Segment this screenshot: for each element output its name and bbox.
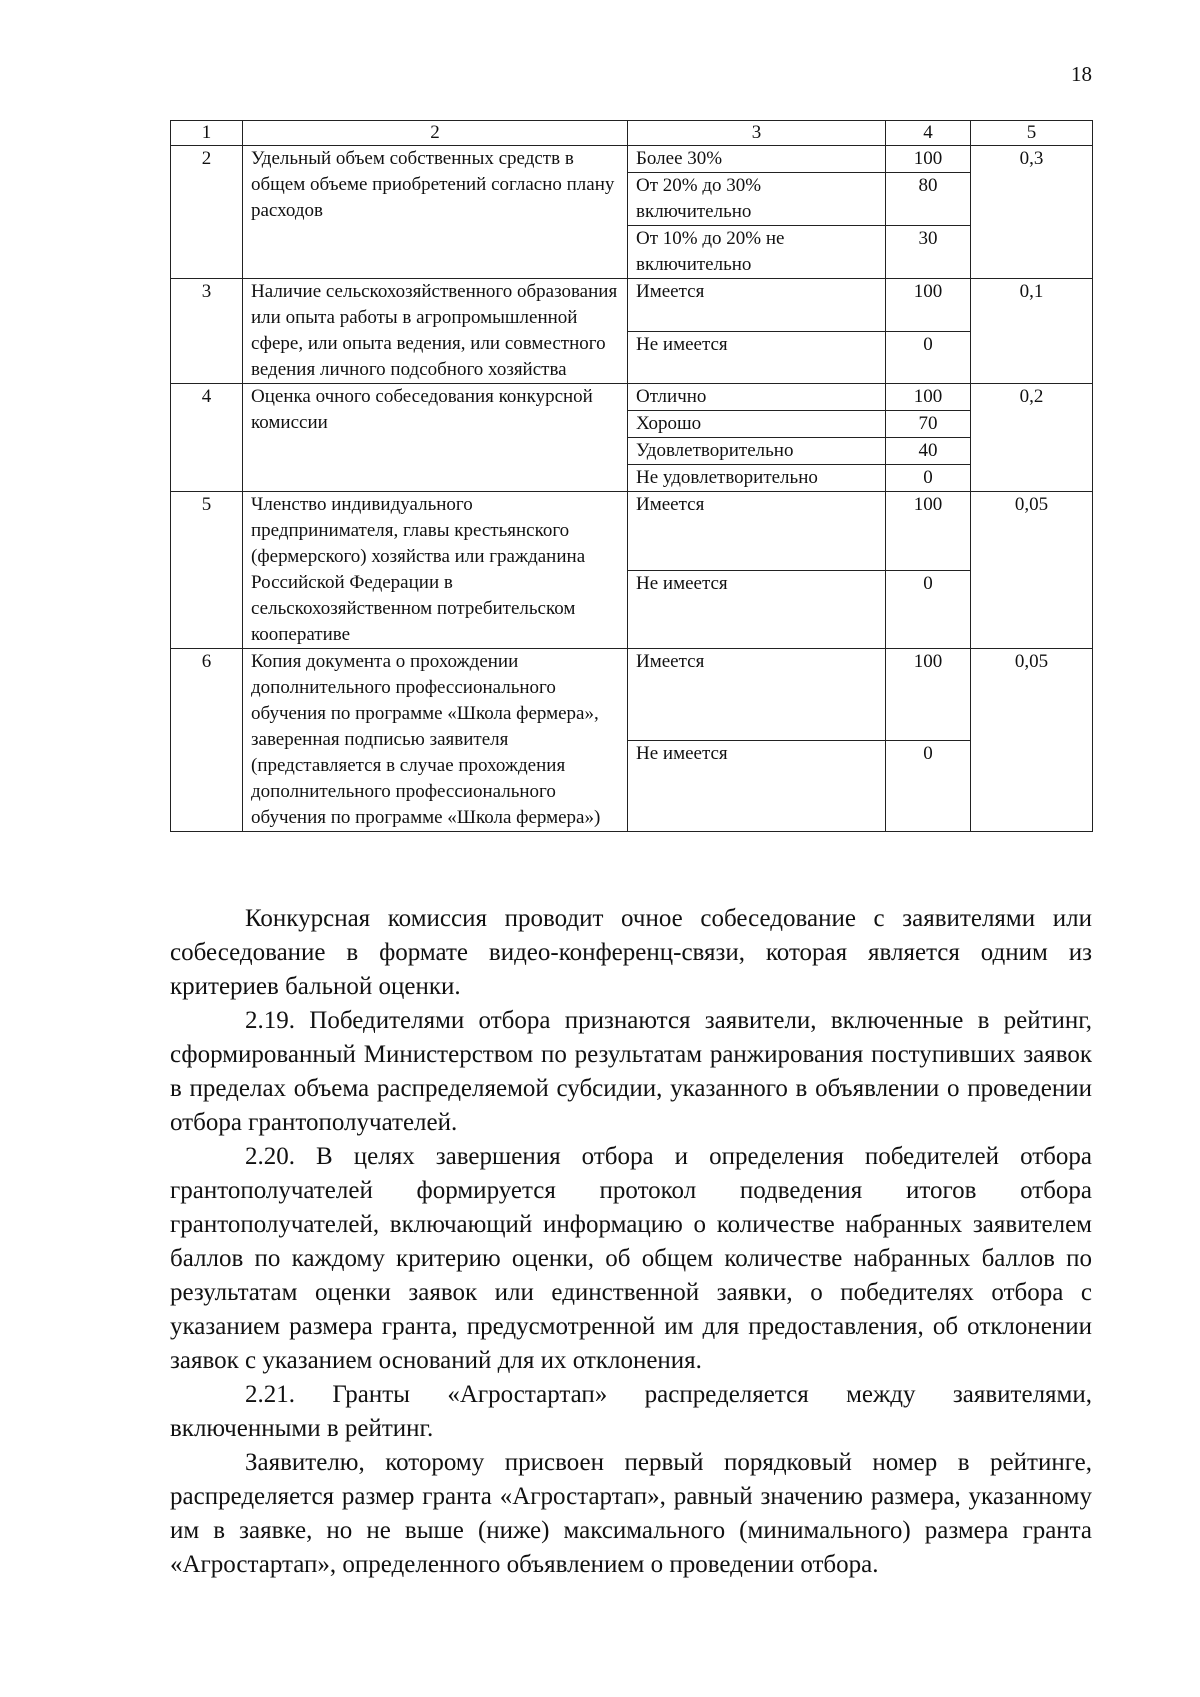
criterion-description: Оценка очного собеседования конкурсной комиссии (243, 384, 628, 492)
table-row (171, 384, 1093, 411)
criterion-option: Не имеется (628, 740, 886, 832)
paragraph: 2.19. Победителями отбора признаются заявители, включенные в рейтинг, сформированный Министерством по результатам ранжирования поступивших заявок в пределах объема распределяемой субсидии, указанного в объявлении о проведении отбора грантополучателей. (170, 1007, 1092, 1136)
criterion-option: Более 30% (628, 146, 886, 173)
criterion-option: Не имеется (628, 570, 886, 649)
paragraph: Конкурсная комиссия проводит очное собеседование с заявителями или собеседование в формате видео-конференц-связи, которая является одним из критериев бальной оценки. (170, 905, 1092, 1000)
criterion-number: 5 (171, 492, 243, 649)
option-points: 30 (886, 226, 971, 279)
criterion-option: Хорошо (628, 411, 886, 438)
paragraph: 2.20. В целях завершения отбора и определения победителей отбора грантополучателей формируется протокол подведения итогов отбора грантополучателей, включающий информацию о количестве набранных заявителем баллов по каждому критерию оценки, об общем количестве набранных баллов по результатам оценки заявок или единственной заявки, о победителях отбора с указанием размера гранта, предусмотренной им для предоставления, об отклонении заявок с указанием оснований для их отклонения. (170, 1143, 1092, 1374)
criterion-description: Членство индивидуального предпринимателя, главы крестьянского (фермерского) хозяйства или гражданина Российской Федерации в сельскохозяйственном потребительском кооперативе (243, 492, 628, 649)
criterion-option: От 10% до 20% не включительно (628, 226, 886, 279)
criterion-number: 3 (171, 279, 243, 384)
option-points: 0 (886, 740, 971, 832)
option-points: 100 (886, 279, 971, 332)
criterion-option: Не имеется (628, 331, 886, 384)
criteria-table (170, 120, 1093, 832)
option-points: 0 (886, 570, 971, 649)
option-points: 100 (886, 146, 971, 173)
criterion-option: Удовлетворительно (628, 438, 886, 465)
option-points: 0 (886, 331, 971, 384)
criterion-option: Имеется (628, 649, 886, 741)
criterion-weight: 0,1 (971, 279, 1093, 384)
column-header: 1 (171, 121, 243, 146)
criterion-weight: 0,05 (971, 492, 1093, 649)
criterion-weight: 0,05 (971, 649, 1093, 832)
criterion-weight: 0,3 (971, 146, 1093, 279)
criterion-option: От 20% до 30% включительно (628, 173, 886, 226)
page-number: 18 (1071, 62, 1092, 86)
table-header-row (171, 121, 1093, 146)
paragraph: 2.21. Гранты «Агростартап» распределяется между заявителями, включенными в рейтинг. (170, 1381, 1092, 1442)
criterion-number: 2 (171, 146, 243, 279)
criterion-description: Копия документа о прохождении дополнительного профессионального обучения по программе «Школа фермера», заверенная подписью заявителя (представляется в случае прохождения дополнительного профессионального обучения по программе «Школа фермера») (243, 649, 628, 832)
criterion-option: Отлично (628, 384, 886, 411)
column-header: 2 (243, 121, 628, 146)
column-header: 4 (886, 121, 971, 146)
option-points: 0 (886, 465, 971, 492)
option-points: 40 (886, 438, 971, 465)
body-text (170, 902, 1092, 1582)
option-points: 100 (886, 492, 971, 571)
option-points: 100 (886, 384, 971, 411)
criterion-description: Удельный объем собственных средств в общем объеме приобретений согласно плану расходов (243, 146, 628, 279)
table-row (171, 492, 1093, 571)
option-points: 80 (886, 173, 971, 226)
column-header: 3 (628, 121, 886, 146)
option-points: 100 (886, 649, 971, 741)
table-row (171, 146, 1093, 173)
criterion-number: 4 (171, 384, 243, 492)
paragraph: Заявителю, которому присвоен первый порядковый номер в рейтинге, распределяется размер гранта «Агростартап», равный значению размера, указанному им в заявке, но не выше (ниже) максимального (минимального) размера гранта «Агростартап», определенного объявлением о проведении отбора. (170, 1449, 1092, 1578)
criterion-weight: 0,2 (971, 384, 1093, 492)
option-points: 70 (886, 411, 971, 438)
criterion-description: Наличие сельскохозяйственного образования или опыта работы в агропромышленной сфере, или опыта ведения, или совместного ведения личного подсобного хозяйства (243, 279, 628, 384)
table-row (171, 279, 1093, 332)
table-row (171, 649, 1093, 741)
criterion-option: Имеется (628, 492, 886, 571)
column-header: 5 (971, 121, 1093, 146)
criterion-option: Не удовлетворительно (628, 465, 886, 492)
criterion-option: Имеется (628, 279, 886, 332)
criterion-number: 6 (171, 649, 243, 832)
